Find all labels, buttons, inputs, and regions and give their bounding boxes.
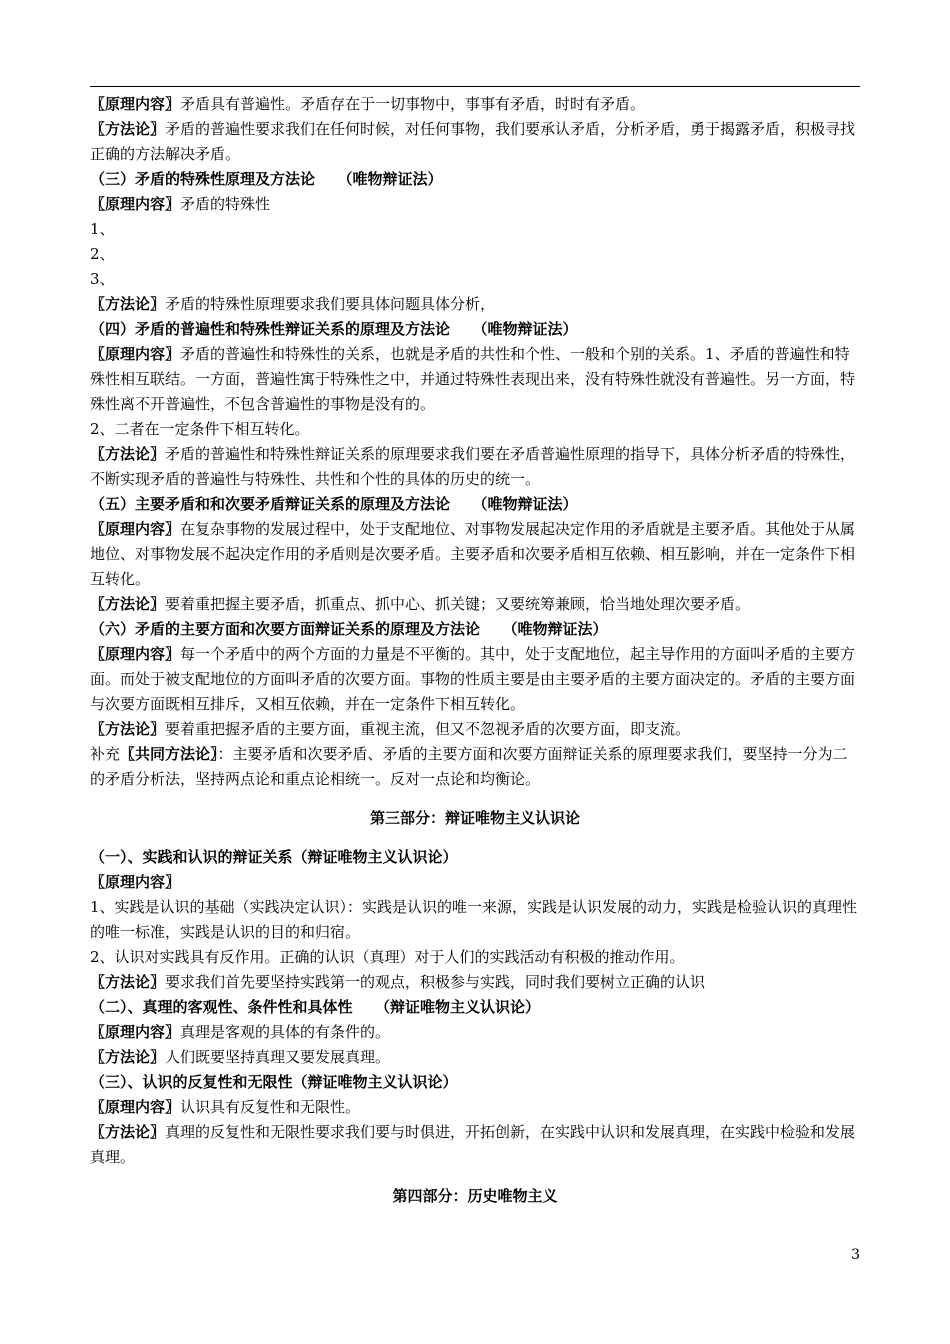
text-run: 要着重把握主要矛盾，抓重点、抓中心、抓关键；又要统筹兼顾，恰当地处理次要矛盾。 bbox=[165, 595, 751, 613]
paragraph bbox=[90, 970, 860, 995]
bold-label: 〖原理内容〗 bbox=[90, 345, 181, 363]
bold-label: 〖原理内容〗 bbox=[90, 1023, 181, 1041]
subsection-heading bbox=[90, 845, 860, 870]
bold-label: 〖方法论〗 bbox=[90, 1048, 166, 1066]
text-run: 真理是客观的具体的有条件的。 bbox=[180, 1023, 391, 1041]
subsection-heading bbox=[90, 995, 860, 1020]
paragraph bbox=[90, 217, 860, 242]
text-run: 2、认识对实践具有反作用。正确的认识（真理）对于人们的实践活动有积极的推动作用。 bbox=[90, 948, 685, 966]
text-run: 每一个矛盾中的两个方面的力量是不平衡的。其中，处于支配地位，起主导作用的方面叫矛盾的主要方面。而处于被支配地位的方面叫矛盾的次要方面。事物的性质主要是由主要矛盾的主要方面决定的。矛盾的主要方面与次要方面既相互排斥，又相互依赖，并在一定条件下相互转化。 bbox=[90, 645, 856, 713]
text-run: 矛盾的特殊性 bbox=[180, 195, 271, 213]
text-run: 矛盾的特殊性原理要求我们要具体问题具体分析， bbox=[165, 295, 496, 313]
bold-label: 〖方法论〗 bbox=[90, 973, 166, 991]
text-run: 认识具有反复性和无限性。 bbox=[180, 1098, 361, 1116]
bold-label: 〖方法论〗 bbox=[90, 295, 166, 313]
bold-label: 〖方法论〗 bbox=[90, 445, 166, 463]
paragraph bbox=[90, 717, 860, 742]
paragraph bbox=[90, 417, 860, 442]
text-run: 2、二者在一定条件下相互转化。 bbox=[90, 420, 310, 438]
text-run: 1、 bbox=[90, 220, 115, 238]
section-title bbox=[90, 806, 860, 831]
subsection-heading bbox=[90, 492, 860, 517]
paragraph bbox=[90, 592, 860, 617]
bold-label: （四）矛盾的普遍性和特殊性辩证关系的原理及方法论 （唯物辩证法） bbox=[90, 320, 578, 338]
bold-label: 〖方法论〗 bbox=[90, 1123, 166, 1141]
paragraph bbox=[90, 945, 860, 970]
document-body bbox=[90, 92, 860, 1223]
paragraph bbox=[90, 192, 860, 217]
text-run: 1、实践是认识的基础（实践决定认识）：实践是认识的唯一来源，实践是认识发展的动力，实践是检验认识的真理性的唯一标准，实践是认识的目的和归宿。 bbox=[90, 898, 858, 941]
paragraph bbox=[90, 1095, 860, 1120]
bold-label: （一）、实践和认识的辩证关系（辩证唯物主义认识论） bbox=[90, 848, 458, 866]
bold-label: 〖原理内容〗 bbox=[90, 873, 181, 891]
bold-label: 第四部分：历史唯物主义 bbox=[392, 1187, 558, 1205]
subsection-heading bbox=[90, 617, 860, 642]
bold-label: 〖原理内容〗 bbox=[90, 520, 181, 538]
bold-label: （三）、认识的反复性和无限性（辩证唯物主义认识论） bbox=[90, 1073, 458, 1091]
paragraph bbox=[90, 442, 860, 492]
bold-label: 〖方法论〗 bbox=[90, 595, 166, 613]
page-number: 3 bbox=[851, 1247, 860, 1263]
subsection-heading bbox=[90, 1070, 860, 1095]
paragraph bbox=[90, 342, 860, 417]
text-run: 3、 bbox=[90, 270, 115, 288]
text-run: 在复杂事物的发展过程中，处于支配地位、对事物发展起决定作用的矛盾就是主要矛盾。其他处于从属地位、对事物发展不起决定作用的矛盾则是次要矛盾。主要矛盾和次要矛盾相互依赖、相互影响，并在一定条件下相互转化。 bbox=[90, 520, 856, 588]
text-run: 矛盾的普遍性要求我们在任何时候，对任何事物，我们要承认矛盾，分析矛盾，勇于揭露矛盾，积极寻找正确的方法解决矛盾。 bbox=[90, 120, 856, 163]
bold-label: 〖原理内容〗 bbox=[90, 1098, 181, 1116]
text-run: 要着重把握矛盾的主要方面，重视主流，但又不忽视矛盾的次要方面，即支流。 bbox=[165, 720, 691, 738]
paragraph bbox=[90, 92, 860, 117]
text-run: 矛盾具有普遍性。矛盾存在于一切事物中，事事有矛盾，时时有矛盾。 bbox=[180, 95, 646, 113]
subsection-heading bbox=[90, 167, 860, 192]
text-run: 人们既要坚持真理又要发展真理。 bbox=[165, 1048, 391, 1066]
paragraph bbox=[90, 242, 860, 267]
paragraph bbox=[90, 292, 860, 317]
bold-label: 〖原理内容〗 bbox=[90, 195, 181, 213]
paragraph bbox=[90, 1045, 860, 1070]
bold-label: 〖方法论〗 bbox=[90, 720, 166, 738]
subsection-heading bbox=[90, 317, 860, 342]
text-run: 矛盾的普遍性和特殊性辩证关系的原理要求我们要在矛盾普遍性原理的指导下，具体分析矛盾的特殊性，不断实现矛盾的普遍性与特殊性、共性和个性的具体的历史的统一。 bbox=[90, 445, 856, 488]
paragraph bbox=[90, 642, 860, 717]
bold-label: 〖共同方法论〗 bbox=[120, 745, 218, 763]
paragraph bbox=[90, 1020, 860, 1045]
text-run: ：主要矛盾和次要矛盾、矛盾的主要方面和次要方面辩证关系的原理要求我们，要坚持一分为二的矛盾分析法，坚持两点论和重点论相统一。反对一点论和均衡论。 bbox=[90, 745, 848, 788]
paragraph bbox=[90, 517, 860, 592]
bold-label: （六）矛盾的主要方面和次要方面辩证关系的原理及方法论 （唯物辩证法） bbox=[90, 620, 608, 638]
bold-label: 〖原理内容〗 bbox=[90, 95, 181, 113]
paragraph bbox=[90, 267, 860, 292]
bold-label: （三）矛盾的特殊性原理及方法论 （唯物辩证法） bbox=[90, 170, 443, 188]
paragraph bbox=[90, 1120, 860, 1170]
bold-label: 〖方法论〗 bbox=[90, 120, 166, 138]
bold-label: （五）主要矛盾和和次要矛盾辩证关系的原理及方法论 （唯物辩证法） bbox=[90, 495, 578, 513]
section-title bbox=[90, 1184, 860, 1209]
paragraph bbox=[90, 895, 860, 945]
text-run: 真理的反复性和无限性要求我们要与时俱进，开拓创新，在实践中认识和发展真理，在实践中检验和发展真理。 bbox=[90, 1123, 856, 1166]
text-run: 要求我们首先要坚持实践第一的观点，积极参与实践，同时我们要树立正确的认识 bbox=[165, 973, 706, 991]
bold-label: （二）、真理的客观性、条件性和具体性 （辩证唯物主义认识论） bbox=[90, 998, 541, 1016]
text-run: 矛盾的普遍性和特殊性的关系，也就是矛盾的共性和个性、一般和个别的关系。1、矛盾的普遍性和特殊性相互联结。一方面，普遍性寓于特殊性之中，并通过特殊性表现出来，没有特殊性就没有普遍性。另一方面，特殊性离不开普遍性，不包含普遍性的事物是没有的。 bbox=[90, 345, 856, 413]
paragraph bbox=[90, 117, 860, 167]
paragraph bbox=[90, 742, 860, 792]
text-run: 2、 bbox=[90, 245, 115, 263]
paragraph bbox=[90, 870, 860, 895]
text-run: 补充 bbox=[90, 745, 121, 763]
bold-label: 〖原理内容〗 bbox=[90, 645, 181, 663]
bold-label: 第三部分：辩证唯物主义认识论 bbox=[369, 809, 580, 827]
header-rule bbox=[90, 86, 860, 87]
